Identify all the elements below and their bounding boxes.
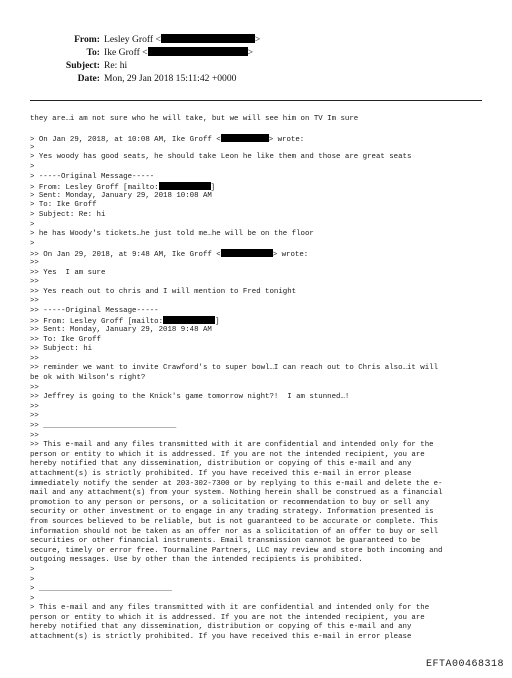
body-line: securities or other financial instruments. Email transmission cannot be guaranteed to be	[30, 537, 421, 546]
body-line: >	[30, 575, 35, 584]
email-body	[30, 115, 490, 643]
body-line: promotion to any person or persons, or a solicitation or recommendation to buy or sell any	[30, 498, 430, 507]
body-line: >>	[30, 412, 39, 421]
body-line: outgoing messages. Use by other than the intended recipients is prohibited.	[30, 556, 363, 565]
body-line: person or entity to which it is addressed. If you are not the intended recipient, you are	[30, 613, 425, 622]
body-line: >>	[30, 402, 39, 411]
body-line: >>	[30, 383, 39, 392]
body-line: security or other investment or to engage in any trading strategy. Information presented is	[30, 508, 434, 517]
header-subject-label: Subject:	[65, 60, 100, 71]
body-line: > -----Original Message-----	[30, 172, 155, 181]
body-line: >	[30, 239, 35, 248]
body-line: >> Yes I am sure	[30, 268, 106, 277]
body-line	[30, 125, 490, 135]
body-line: person or entity to which it is addressed. If you are not the intended recipient, you are	[30, 450, 425, 459]
body-line: >>	[30, 431, 39, 440]
body-line: >	[30, 143, 35, 152]
document-id: EFTA00468318	[425, 659, 504, 670]
body-line: >> ______________________________	[30, 422, 177, 430]
header-to-close: >	[247, 47, 254, 58]
header-divider	[30, 100, 482, 101]
body-line: > he has Woody's tickets…he just told me…he will be on the floor	[30, 230, 314, 239]
body-line: >> Sent: Monday, January 29, 2018 9:48 AM	[30, 326, 212, 335]
header-from-label: From:	[74, 34, 100, 45]
header-from-name: Lesley Groff <	[104, 34, 161, 45]
redaction-box	[161, 34, 255, 43]
body-line: hereby notified that any dissemination, distribution or copying of this e-mail and any	[30, 623, 412, 632]
header-date-value: Mon, 29 Jan 2018 15:11:42 +0000	[104, 73, 237, 84]
redaction-box	[148, 47, 248, 56]
header-to-value	[104, 47, 253, 59]
body-line: be ok with Wilson's right?	[30, 374, 146, 383]
body-line: >	[30, 162, 35, 171]
body-line: >	[30, 220, 35, 229]
body-line: > Yes woody has good seats, he should take Leon he like them and those are great seats	[30, 153, 412, 162]
body-line: > ______________________________	[30, 585, 172, 594]
body-line: attachment(s) is strictly prohibited. If you have received this e-mail in error please	[30, 633, 412, 642]
body-line: >> -----Original Message-----	[30, 306, 159, 315]
header-subject-value: Re: hi	[104, 60, 128, 71]
body-line: >> This e-mail and any files transmitted with it are confidential and intended only for the	[30, 441, 434, 450]
body-line: > This e-mail and any files transmitted with it are confidential and intended only for the	[30, 604, 430, 613]
header-date-label: Date:	[77, 73, 100, 84]
redaction-box	[221, 249, 273, 257]
body-line: >> To: Ike Groff	[30, 335, 101, 344]
body-line: immediately notify the sender at 203-302-7300 or by replying to this e-mail and delete the e-	[30, 479, 443, 488]
body-line: > Subject: Re: hi	[30, 210, 106, 219]
body-line: information should not be taken as an offer nor as a solicitation of an offer to buy or sell	[30, 527, 439, 536]
body-line: >> Yes reach out to chris and I will mention to Fred tonight	[30, 287, 297, 296]
body-line: > Sent: Monday, January 29, 2018 10:08 AM	[30, 191, 212, 200]
body-line: >>	[30, 258, 39, 267]
body-line: >> Subject: hi	[30, 345, 93, 354]
header-to-label: To:	[86, 47, 100, 58]
header-from-close: >	[254, 34, 261, 45]
header-from-value	[104, 34, 260, 46]
body-line: > To: Ike Groff	[30, 201, 97, 210]
redaction-box	[159, 182, 211, 190]
body-line: >>	[30, 354, 39, 363]
body-line: >> Jeffrey is going to the Knick's game tomorrow night?! I am stunned…!	[30, 393, 350, 402]
body-line: >	[30, 565, 35, 574]
header-to-name: Ike Groff <	[104, 47, 148, 58]
body-line: hereby notified that any dissemination, distribution or copying of this e-mail and any	[30, 460, 412, 469]
redaction-box	[163, 316, 215, 324]
body-line: >>	[30, 278, 39, 287]
body-line: secure, timely or error free. Tourmaline Partners, LLC may review and store both incoming and	[30, 546, 443, 555]
body-line: from sources believed to be reliable, but is not guaranteed to be accurate or complete. This	[30, 517, 439, 526]
body-line: > On Jan 29, 2018, at 10:08 AM, Ike Groff < > wrote:	[30, 136, 305, 145]
body-line: >	[30, 594, 35, 603]
body-line: mail and any attachment(s) from your system. Nothing herein shall be construed as a financial	[30, 489, 443, 498]
body-line: >>	[30, 297, 39, 306]
redaction-box	[221, 134, 269, 142]
body-line: attachment(s) is strictly prohibited. If you have received this e-mail in error please	[30, 469, 412, 478]
body-line: >> reminder we want to invite Crawford's to super bowl…I can reach out to Chris also…it will	[30, 364, 439, 373]
body-line: they are…i am not sure who he will take, but we will see him on TV Im sure	[30, 115, 359, 123]
body-line: >> On Jan 29, 2018, at 9:48 AM, Ike Groff < > wrote:	[30, 251, 309, 260]
body-line: >> From: Lesley Groff [mailto: ]	[30, 318, 220, 327]
body-line: > From: Lesley Groff [mailto: ]	[30, 184, 216, 193]
